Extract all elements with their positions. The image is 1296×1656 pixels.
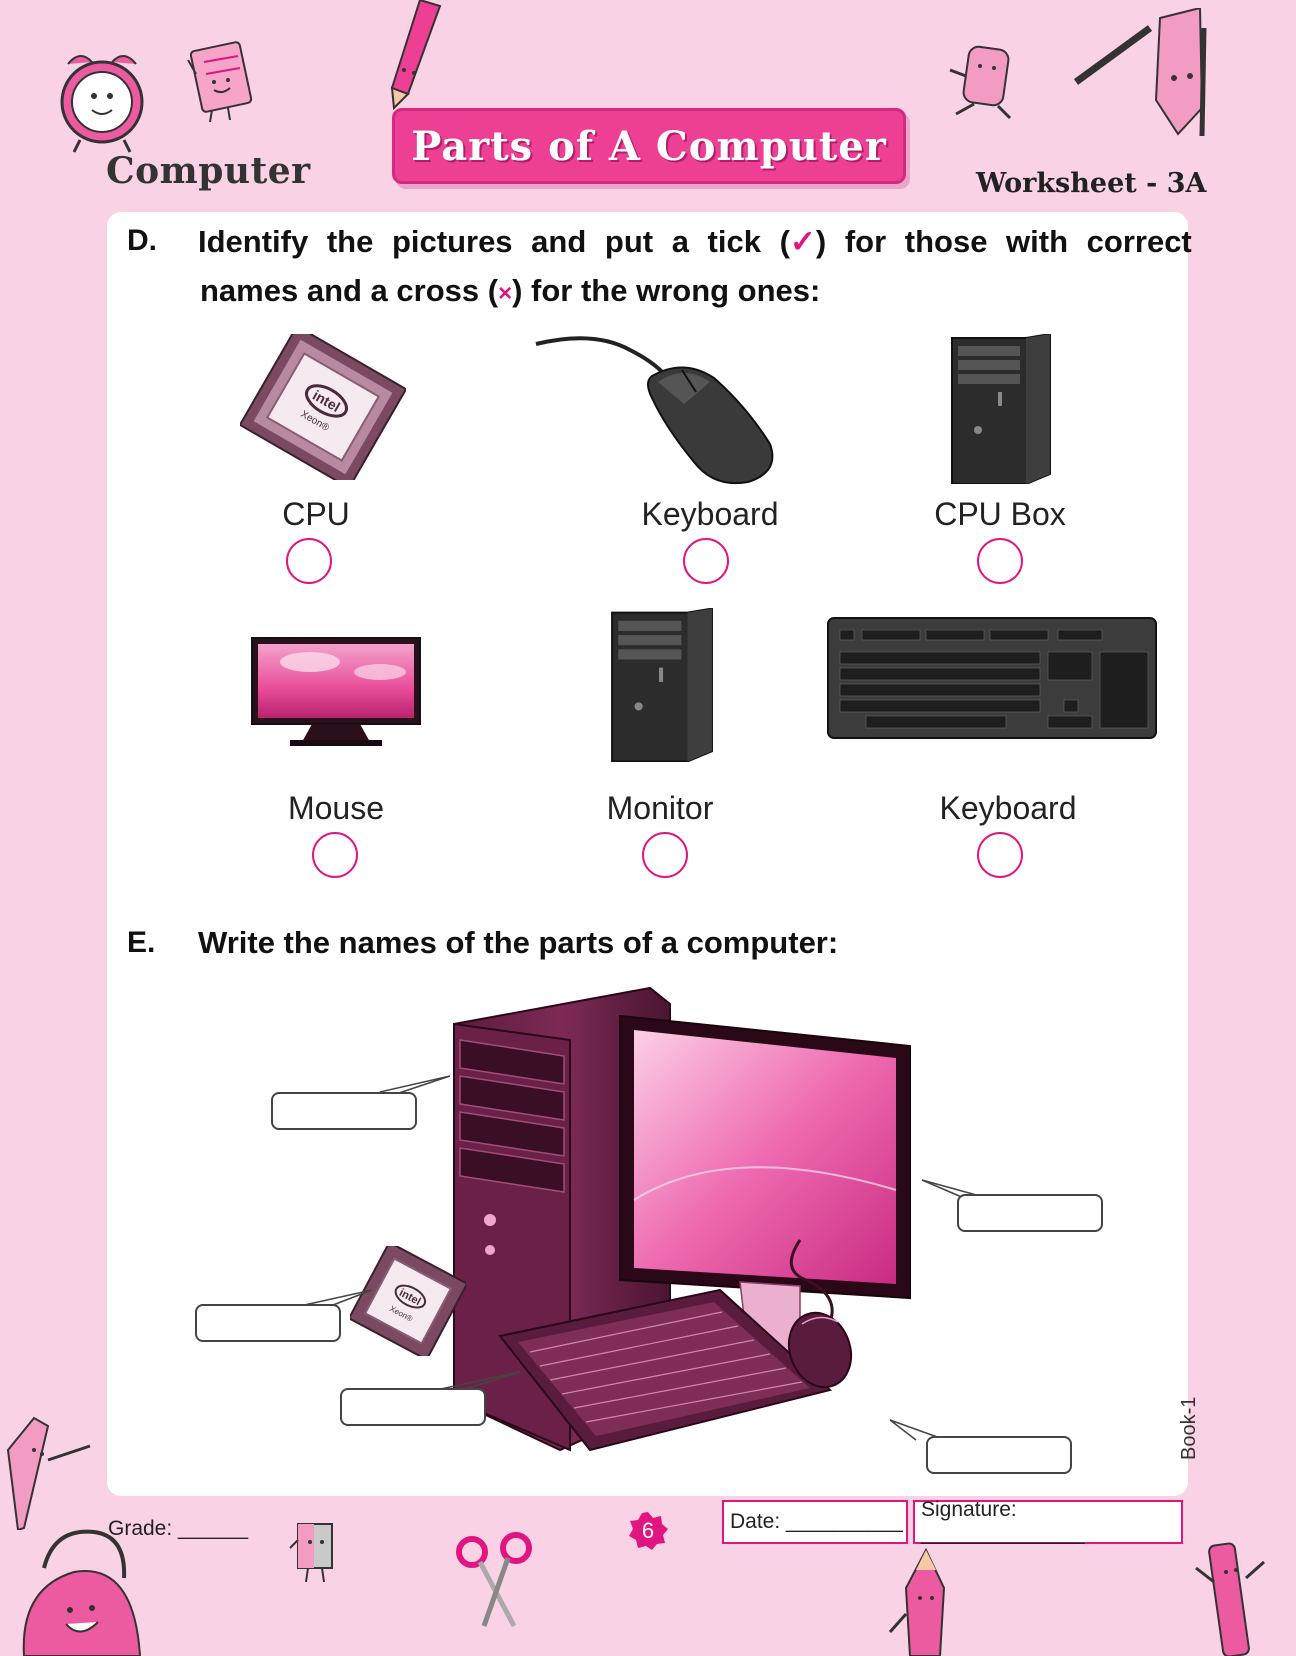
page-number-badge: [627, 1510, 669, 1552]
answer-box-mouse[interactable]: [926, 1436, 1072, 1474]
chip-model-text: Xeon®: [388, 1304, 415, 1324]
signature-box[interactable]: [913, 1500, 1183, 1544]
question-d-letter: D.: [127, 224, 157, 257]
page-number: 6: [641, 1518, 655, 1543]
answer-box-monitor[interactable]: [957, 1194, 1103, 1232]
svg-text:intel: intel: [310, 386, 343, 416]
question-d-text-part: Identify the pictures and put a tick (: [198, 224, 790, 259]
worksheet-number: Worksheet - 3A: [976, 168, 1207, 199]
item-label-6: Keyboard: [939, 790, 1077, 826]
question-d-text-part: ) for the wrong ones:: [512, 273, 821, 308]
question-e-letter: E.: [127, 926, 156, 959]
marker-character-icon: [1192, 1532, 1272, 1656]
item-label-4: Mouse: [287, 790, 385, 826]
question-d-text-part: ) for those with correct: [815, 224, 1192, 259]
grade-field[interactable]: Grade: ______: [108, 1517, 249, 1540]
question-d-text-part: names and a cross (: [200, 273, 499, 308]
item-label-2: Keyboard: [641, 496, 779, 532]
tick-icon: ✓: [789, 224, 816, 259]
worksheet-title: Parts of A Computer: [411, 122, 887, 170]
subject-title: Computer: [106, 150, 311, 192]
scissors-icon: [454, 1530, 534, 1630]
date-box[interactable]: [722, 1500, 908, 1544]
date-label: Date: __________: [730, 1510, 903, 1533]
item-label-1: CPU: [282, 496, 350, 532]
svg-text:Xeon®: Xeon®: [298, 408, 331, 434]
school-bag-character-icon: [14, 1518, 154, 1656]
ruler-character-icon: [4, 1410, 94, 1530]
question-e-text: Write the names of the parts of a computer:: [198, 925, 839, 960]
sharpener-character-icon: [282, 1518, 346, 1588]
pencil-character-bottom-icon: [886, 1548, 966, 1656]
answer-box-keyboard[interactable]: [340, 1388, 486, 1426]
answer-box-cpu[interactable]: [195, 1304, 341, 1342]
item-label-3: CPU Box: [934, 496, 1066, 532]
answer-box-cpu-box[interactable]: [271, 1092, 417, 1130]
cross-icon: ×: [498, 280, 513, 307]
book-label: Book-1: [1178, 1396, 1200, 1460]
item-label-5: Monitor: [606, 790, 714, 826]
chip-brand-text: intel: [397, 1286, 423, 1309]
signature-label: Signature: ______________: [921, 1498, 1085, 1545]
